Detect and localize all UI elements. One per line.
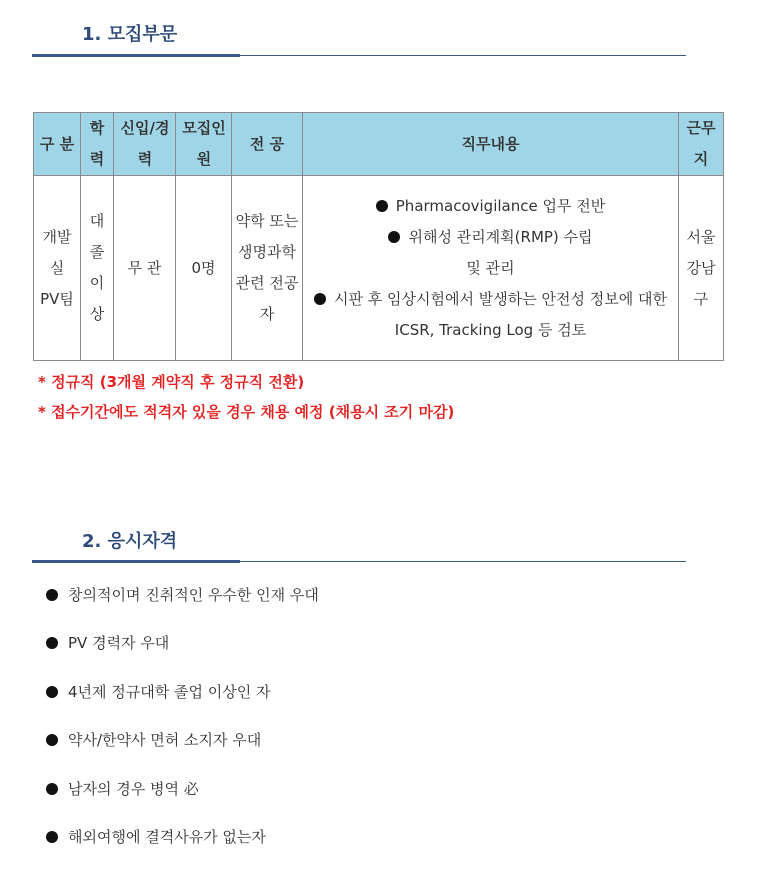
header-duties: 직무내용 xyxy=(303,113,679,176)
qualifications-list xyxy=(46,580,319,870)
list-item: PV 경력자 우대 xyxy=(46,628,319,676)
list-item: 약사/한약사 면허 소지자 우대 xyxy=(46,725,319,773)
section-title-qualifications: 2. 응시자격 xyxy=(82,531,178,552)
note-item: * 정규직 (3개월 계약직 후 정규직 전환) xyxy=(38,373,305,391)
bullet-icon xyxy=(46,734,58,746)
section-divider xyxy=(32,561,686,562)
header-headcount: 모집인원 xyxy=(176,113,232,176)
bullet-icon xyxy=(314,293,326,305)
bullet-icon xyxy=(46,686,58,698)
table-header-row xyxy=(34,113,724,176)
cell-major: 약학 또는 생명과학 관련 전공자 xyxy=(232,176,303,361)
header-location: 근무지 xyxy=(679,113,724,176)
recruitment-table xyxy=(33,112,724,361)
list-item: 창의적이며 진취적인 우수한 인재 우대 xyxy=(46,580,319,628)
list-item: 해외여행에 결격사유가 없는자 xyxy=(46,822,319,870)
section-title-recruitment: 1. 모집부문 xyxy=(82,24,178,45)
table-row xyxy=(34,176,724,361)
duty-item: 시판 후 임상시험에서 발생하는 안전성 정보에 대한 ICSR, Tracking Log 등 검토 xyxy=(306,284,676,346)
list-item: 4년제 정규대학 졸업 이상인 자 xyxy=(46,677,319,725)
bullet-icon xyxy=(46,589,58,601)
duty-item: 위해성 관리계획(RMP) 수립 및 관리 xyxy=(381,222,601,284)
duty-item: Pharmacovigilance 업무 전반 xyxy=(305,191,676,222)
bullet-icon xyxy=(46,637,58,649)
cell-education: 대졸이상 xyxy=(81,176,114,361)
header-category: 구 분 xyxy=(34,113,81,176)
section-divider xyxy=(32,55,686,56)
notes-list xyxy=(38,367,454,427)
header-major: 전 공 xyxy=(232,113,303,176)
bullet-icon xyxy=(46,831,58,843)
cell-headcount: 0명 xyxy=(176,176,232,361)
bullet-icon xyxy=(376,200,388,212)
header-new-or-career: 신입/경력 xyxy=(114,113,176,176)
cell-location: 서울 강남구 xyxy=(679,176,724,361)
bullet-icon xyxy=(388,231,400,243)
list-item: 남자의 경우 병역 必 xyxy=(46,774,319,822)
cell-duties xyxy=(303,176,679,361)
cell-new-or-career: 무 관 xyxy=(114,176,176,361)
note-item: * 접수기간에도 적격자 있을 경우 채용 예정 (채용시 조기 마감) xyxy=(38,403,455,421)
cell-category: 개발실 PV팀 xyxy=(34,176,81,361)
header-education: 학력 xyxy=(81,113,114,176)
bullet-icon xyxy=(46,783,58,795)
